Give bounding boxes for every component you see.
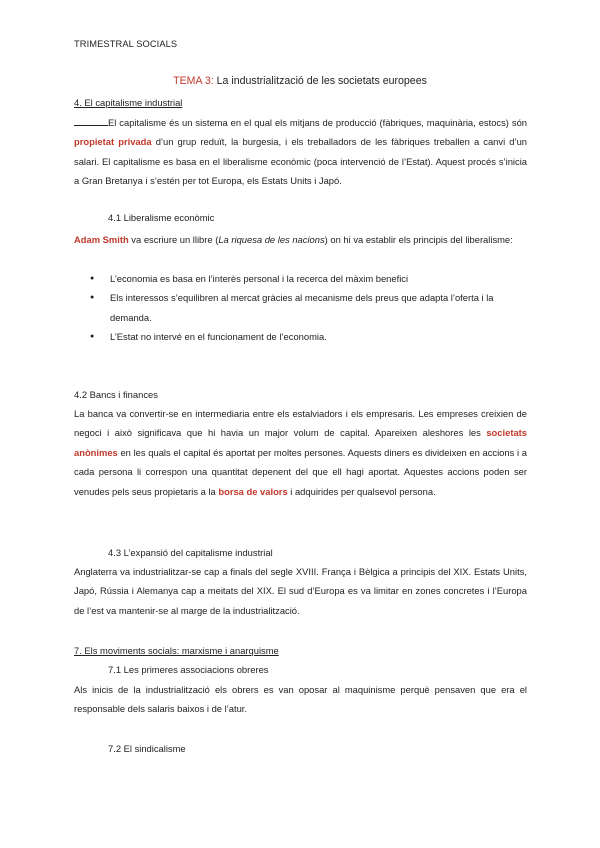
s4-text-1: El capitalisme és un sistema en el qual els mitjans de producció (fàbriques, maquinària, estocs) són [108, 117, 527, 128]
title-text: La industrialització de les societats europees [213, 75, 427, 87]
highlight-propietat-privada: propietat privada [74, 136, 152, 148]
s4-text-2: d’un grup reduït, la burgesia, i els treballadors de les fàbriques treballen a canvi d’un salari. El capitalisme es basa en el liberalisme econòmic (poca intervenció de l’Estat). Aquest procés s’inicia a Gran Bretanya i s’estén per tot Europa, els Estats Units i Japó. [74, 136, 527, 187]
section-4-1-heading: 4.1 Liberalisme econòmic [108, 212, 215, 223]
section-7-heading: 7. Els moviments socials: marxisme i anarquisme [74, 645, 279, 656]
highlight-adam-smith: Adam Smith [74, 234, 129, 245]
section-7-1-paragraph: Als inicis de la industrialització els obrers es van oposar al maquinisme perquè pensaven que era el responsable dels salaris baixos i de l’atur. [74, 684, 527, 715]
section-4-heading: 4. El capitalisme industrial [74, 97, 183, 108]
section-7-1-heading: 7.1 Les primeres associacions obreres [108, 664, 269, 675]
section-4-paragraph [74, 113, 527, 191]
page-header: TRIMESTRAL SOCIALS [74, 39, 178, 49]
s42-text-1: La banca va convertir-se en intermediaria entre els estalviadors i els empresaris. Les empreses creixien de negoci i això significava que hi havia un major volum de capital. Apareixen aleshores les [74, 408, 527, 439]
section-4-2-paragraph [74, 404, 527, 501]
s41-text-1: va escriure un llibre ( [128, 234, 219, 245]
section-4-3-paragraph: Anglaterra va industrialitzar-se cap a finals del segle XVIII. França i Bèlgica a principis del XIX. Estats Units, Japó, Rússia i Alemanya cap a meitats del XIX. El sud d’Europa es va limitar en zones concretes i l’Europa de l’est va mantenir-se al marge de la industrialització. [74, 566, 527, 616]
s41-text-2: ) on hi va establir els principis del liberalisme: [324, 234, 513, 245]
list-item: ● L’economia es basa en l’interès personal i la recerca del màxim benefici [90, 269, 530, 288]
section-4-2-heading: 4.2 Bancs i finances [74, 389, 158, 400]
title-lead: TEMA 3: [173, 75, 214, 87]
s42-text-2: en les quals el capital és aportat per moltes persones. Aquests diners es divideixen en accions i a cada persona li correspon una quantitat depenent del que ell hagi aportat. Aquestes accions poden ser venudes pels seus propietaris a la [74, 446, 527, 497]
highlight-societats-anonimes: societats anònimes [74, 427, 527, 458]
section-7-2-heading: 7.2 El sindicalisme [108, 743, 186, 754]
blank-line [74, 116, 108, 126]
page-title [0, 75, 600, 87]
list-item: ● Els interessos s’equilibren al mercat gràcies al mecanisme dels preus que adapta l’oferta i la demanda. [90, 288, 530, 327]
section-4-1-paragraph [74, 230, 527, 249]
book-title: La riquesa de les nacions [218, 234, 325, 245]
list-item: ● L’Estat no intervé en el funcionament de l’economia. [90, 327, 530, 346]
liberalism-principles-list [90, 269, 530, 347]
section-4-3-heading: 4.3 L’expansió del capitalisme industrial [108, 547, 273, 558]
highlight-borsa-de-valors: borsa de valors [218, 485, 288, 497]
s42-text-3: i adquirides per qualsevol persona. [287, 485, 436, 497]
